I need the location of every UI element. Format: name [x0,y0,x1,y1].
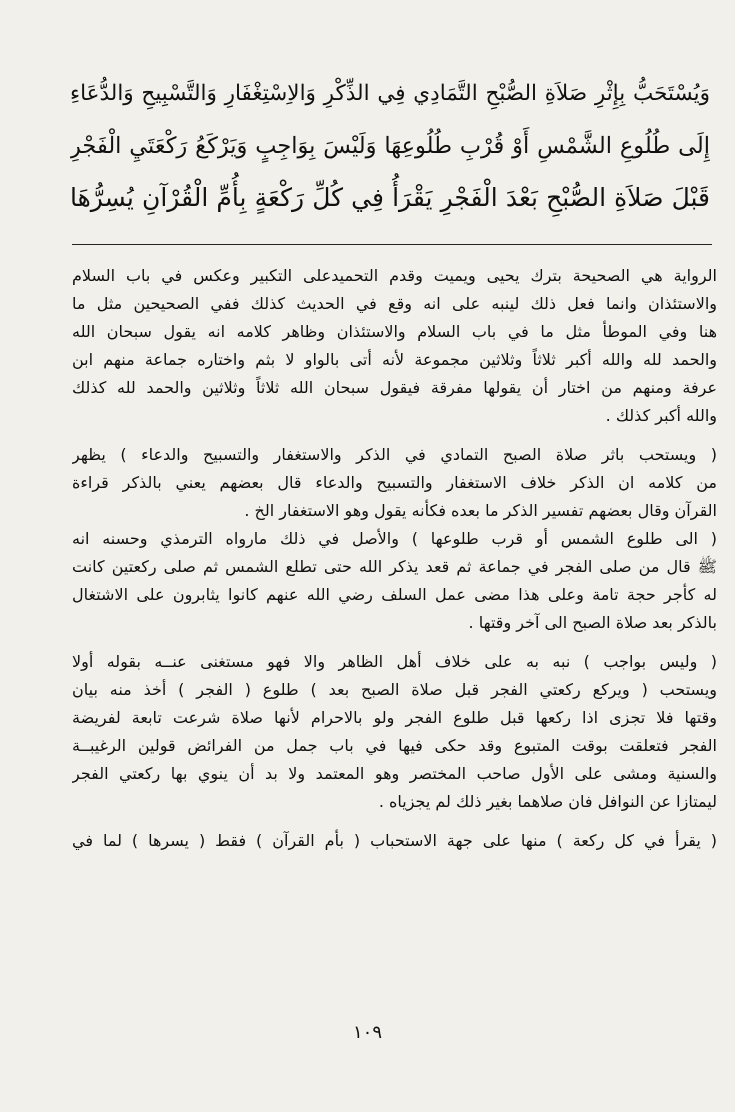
commentary-line: ( وليس بواجب ) نبه به على خلاف أهل الظاهر والا فهو مستغنى عنــه بقوله أولا [72,652,717,671]
commentary-line: بالذكر بعد صلاة الصبح الى آخر وقتها . [468,613,717,632]
commentary-line: ( يقرأ في كل ركعة ) منها على جهة الاستحباب ( بأم القرآن ) فقط ( يسرها ) لما في [72,831,717,850]
commentary-line: من كلامه ان الذكر خلاف الاستغفار والتسبيح والدعاء قال بعضهم يعني بالذكر قراءة [72,473,717,492]
commentary-line: الفجر فتعلقت بوقت المتبوع وقد حكى فيها في باب جمل من الفرائض قولين الرغيبــة [72,736,717,755]
main-text-line: وَيُسْتَحَبُّ بِإِثْرِ صَلاَةِ الصُّبْحِ التَّمَادِي فِي الذِّكْرِ وَالاِسْتِغْفَارِ وَالتَّسْبِيحِ وَالدُّعَاءِ [70,81,710,106]
commentary-line: والاستئذان وانما فعل ذلك لينبه على انه وقع في الحديث كذلك ففي الصحيحين مثل ما [72,294,717,313]
commentary-line: ويستحب ( ويركع ركعتي الفجر قبل صلاة الصبح بعد ) طلوع ( الفجر ) أخذ منه بيان [72,680,717,699]
commentary-block [72,262,717,855]
commentary-line: ليمتازا عن النوافل فان صلاهما بغير ذلك لم يجزياه . [378,792,717,811]
page-number: ١٠٩ [352,1022,382,1043]
commentary-line: القرآن وقال بعضهم تفسير الذكر ما بعده فكأنه يقول وهو الاستغفار الخ . [244,501,717,520]
commentary-line: الرواية هي الصحيحة بترك يحيى ويميت وقدم التحميدعلى التكبير وعكس في باب السلام [72,266,717,285]
commentary-line: والحمد لله والله أكبر ثلاثاً وثلاثين مجموعة لأنه أتى بالواو لا بثم واختاره جماعة منهم ابن [72,350,717,369]
main-text-line: إِلَى طُلُوعِ الشَّمْسِ أَوْ قُرْبِ طُلُوعِهَا وَلَيْسَ بِوَاجِبٍ وَيَرْكَعُ رَكْعَتَيِ الْفَجْرِ [70,133,710,159]
commentary-line: له كأجر حجة تامة وعلى هذا مضى عمل السلف رضي الله عنهم كانوا يثابرون على الاشتغال [72,585,717,604]
commentary-line: والسنية ومشى على الأول صاحب المختصر وهو المعتمد ولا بد أن ينوي بها ركعتي الفجر [72,764,717,783]
main-text-block [70,68,710,224]
commentary-line: عرفة ومنهم من اختار أن يقولها مفرقة فيقول سبحان الله ثلاثاً وثلاثين والحمد لله كذلك [72,378,717,397]
commentary-line: هنا وفي الموطأ مثل ما في باب السلام والاستئذان وظاهر كلامه انه يقول سبحان الله [72,322,717,341]
main-text-line: قَبْلَ صَلاَةِ الصُّبْحِ بَعْدَ الْفَجْرِ يَقْرَأُ فِي كُلِّ رَكْعَةٍ بِأُمِّ الْقُرْآنِ يُسِرُّهَا [70,183,710,212]
commentary-line: ( ويستحب باثر صلاة الصبح التمادي في الذكر والاستغفار والتسبيح والدعاء ) يظهر [72,445,717,464]
commentary-line: وقتها فلا تجزى اذا ركعها قبل طلوع الفجر ولو بالاحرام لأنها صلاة شرعت تابعة لفريضة [72,708,717,727]
section-divider [72,244,712,245]
commentary-line: والله أكبر كذلك . [605,406,717,425]
commentary-line: ( الى طلوع الشمس أو قرب طلوعها ) والأصل في ذلك مارواه الترمذي وحسنه انه [72,529,717,548]
commentary-line: ﷺ قال من صلى الفجر في جماعة ثم قعد يذكر الله حتى تطلع الشمس ثم صلى ركعتين كانت [72,557,717,576]
